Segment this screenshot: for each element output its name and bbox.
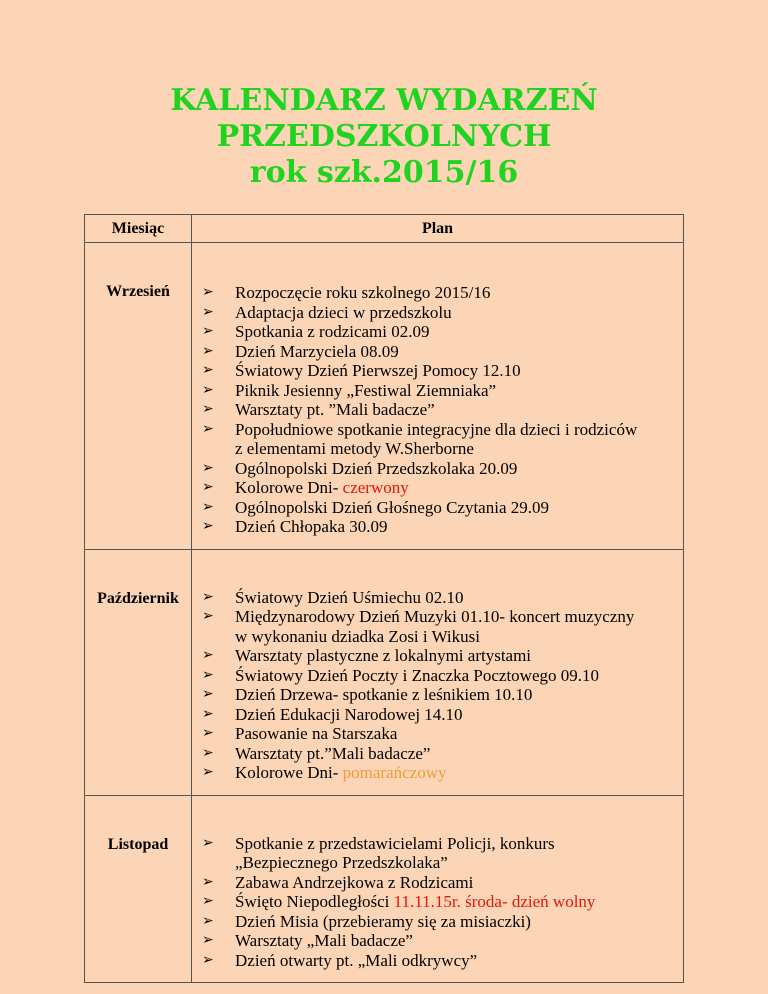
arrowhead-bullet-icon: ➢ — [202, 647, 214, 663]
events-table — [84, 214, 684, 983]
item-text-continuation: z elementami metody W.Sherborne — [235, 439, 474, 458]
list-item — [202, 420, 675, 459]
item-highlight: 11.11.15r. środa- dzień wolny — [393, 892, 596, 911]
item-text: Światowy Dzień Uśmiechu 02.10 — [235, 587, 464, 607]
arrowhead-bullet-icon: ➢ — [202, 893, 214, 909]
list-item — [202, 303, 675, 323]
list-item — [202, 400, 675, 420]
plan-list — [202, 283, 675, 537]
item-text: Ogólnopolski Dzień Przedszkolaka 20.09 — [235, 458, 518, 478]
item-text: Kolorowe Dni- — [235, 763, 343, 782]
item-highlight: czerwony — [342, 478, 409, 497]
arrowhead-bullet-icon: ➢ — [202, 401, 214, 417]
month-cell: Październik — [85, 549, 192, 795]
arrowhead-bullet-icon: ➢ — [202, 459, 214, 476]
table-body — [85, 243, 684, 983]
list-item — [202, 685, 675, 705]
arrowhead-bullet-icon: ➢ — [202, 912, 214, 929]
list-item — [202, 607, 675, 646]
item-text: Światowy Dzień Pierwszej Pomocy 12.10 — [235, 361, 521, 380]
month-cell: Wrzesień — [85, 243, 192, 550]
plan-list — [202, 588, 675, 783]
arrowhead-bullet-icon: ➢ — [202, 479, 214, 495]
header-month: Miesiąc — [85, 215, 192, 243]
arrowhead-bullet-icon: ➢ — [202, 362, 214, 378]
list-item — [202, 763, 675, 783]
arrowhead-bullet-icon: ➢ — [202, 284, 214, 300]
item-text: Światowy Dzień Poczty i Znaczka Pocztowego 09.10 — [235, 665, 599, 685]
item-text: Pasowanie na Starszaka — [235, 724, 398, 743]
list-item — [202, 931, 675, 951]
plan-cell — [192, 549, 684, 795]
table-row — [85, 549, 684, 795]
list-item — [202, 588, 675, 608]
list-item — [202, 666, 675, 686]
item-text: Warsztaty pt.”Mali badacze” — [235, 743, 431, 763]
arrowhead-bullet-icon: ➢ — [202, 303, 214, 320]
list-item — [202, 478, 675, 498]
title-line-1: KALENDARZ WYDARZEŃ — [170, 83, 598, 118]
list-item — [202, 873, 675, 893]
item-text: Spotkania z rodzicami 02.09 — [235, 322, 430, 341]
arrowhead-bullet-icon: ➢ — [202, 608, 214, 624]
arrowhead-bullet-icon: ➢ — [202, 744, 214, 761]
list-item — [202, 459, 675, 479]
document-title — [0, 83, 768, 191]
list-item — [202, 951, 675, 971]
table-row — [85, 795, 684, 983]
list-item — [202, 724, 675, 744]
item-text: Dzień Edukacji Narodowej 14.10 — [235, 704, 463, 724]
list-item — [202, 342, 675, 362]
item-text: Dzień Marzyciela 08.09 — [235, 341, 399, 361]
list-item — [202, 705, 675, 725]
list-item — [202, 517, 675, 537]
arrowhead-bullet-icon: ➢ — [202, 834, 214, 851]
item-text: Dzień Chłopaka 30.09 — [235, 517, 388, 536]
plan-cell — [192, 243, 684, 550]
list-item — [202, 361, 675, 381]
title-line-2: PRZEDSZKOLNYCH — [216, 119, 552, 154]
item-text: Warsztaty „Mali badacze” — [235, 931, 413, 950]
arrowhead-bullet-icon: ➢ — [202, 764, 214, 780]
item-text: Piknik Jesienny „Festiwal Ziemniaka” — [235, 380, 497, 400]
item-text: Święto Niepodległości — [235, 892, 394, 911]
arrowhead-bullet-icon: ➢ — [202, 420, 214, 437]
list-item — [202, 322, 675, 342]
header-plan: Plan — [192, 215, 684, 243]
arrowhead-bullet-icon: ➢ — [202, 951, 214, 968]
item-text: Dzień Misia (przebieramy się za misiaczki) — [235, 911, 531, 931]
item-text: Kolorowe Dni- — [235, 478, 343, 497]
list-item — [202, 892, 675, 912]
item-text: Dzień Drzewa- spotkanie z leśnikiem 10.10 — [235, 685, 533, 704]
item-text: Dzień otwarty pt. „Mali odkrywcy” — [235, 950, 478, 970]
list-item — [202, 381, 675, 401]
arrowhead-bullet-icon: ➢ — [202, 342, 214, 359]
arrowhead-bullet-icon: ➢ — [202, 873, 214, 890]
arrowhead-bullet-icon: ➢ — [202, 705, 214, 722]
plan-cell — [192, 795, 684, 983]
arrowhead-bullet-icon: ➢ — [202, 518, 214, 534]
item-text: Popołudniowe spotkanie integracyjne dla dzieci i rodziców — [235, 419, 638, 439]
list-item — [202, 744, 675, 764]
item-text: Międzynarodowy Dzień Muzyki 01.10- koncert muzyczny — [235, 607, 635, 626]
table-row — [85, 243, 684, 550]
arrowhead-bullet-icon: ➢ — [202, 932, 214, 948]
item-text-continuation: „Bezpiecznego Przedszkolaka” — [235, 853, 448, 872]
plan-list — [202, 834, 675, 971]
item-text-continuation: w wykonaniu dziadka Zosi i Wikusi — [235, 626, 480, 646]
item-text: Rozpoczęcie roku szkolnego 2015/16 — [235, 283, 491, 302]
arrowhead-bullet-icon: ➢ — [202, 725, 214, 741]
item-text: Ogólnopolski Dzień Głośnego Czytania 29.09 — [235, 497, 549, 517]
list-item — [202, 834, 675, 873]
arrowhead-bullet-icon: ➢ — [202, 381, 214, 398]
arrowhead-bullet-icon: ➢ — [202, 666, 214, 683]
table-header-row — [85, 215, 684, 243]
item-text: Adaptacja dzieci w przedszkolu — [235, 302, 452, 322]
item-text: Spotkanie z przedstawicielami Policji, konkurs — [235, 833, 555, 853]
list-item — [202, 498, 675, 518]
arrowhead-bullet-icon: ➢ — [202, 588, 214, 605]
arrowhead-bullet-icon: ➢ — [202, 323, 214, 339]
arrowhead-bullet-icon: ➢ — [202, 498, 214, 515]
item-text: Warsztaty pt. ”Mali badacze” — [235, 400, 435, 419]
month-cell: Listopad — [85, 795, 192, 983]
list-item — [202, 912, 675, 932]
list-item — [202, 646, 675, 666]
item-highlight: pomarańczowy — [342, 763, 447, 782]
arrowhead-bullet-icon: ➢ — [202, 686, 214, 702]
item-text: Zabawa Andrzejkowa z Rodzicami — [235, 872, 474, 892]
item-text: Warsztaty plastyczne z lokalnymi artystami — [235, 646, 532, 665]
title-line-3: rok szk.2015/16 — [249, 155, 519, 190]
list-item — [202, 283, 675, 303]
